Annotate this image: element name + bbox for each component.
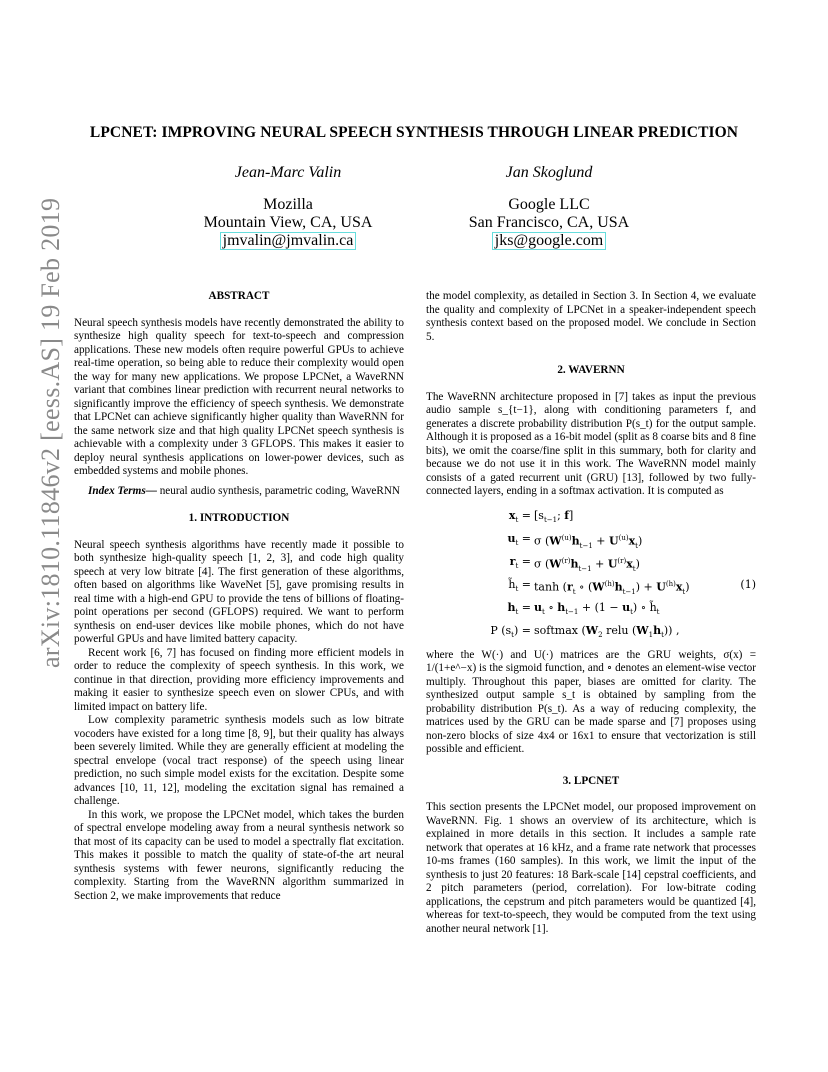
wavernn-paragraph-1: The WaveRNN architecture proposed in [7] takes as input the previous audio sample s_{t−1}, along with conditioning parameters f, and generates a discrete probability distribution P(s_t) for the output sample. Although it is proposed as a 16-bit model (split as 8 coarse bits and 8 fine bits), we omit the coarse/fine split in this summary, both for clarity and because we do not use it in this work. The WaveRNN model mainly consists of a gated recurrent unit (GRU) [13], followed by two fully-connected layers, ending in a softmax activation. It is computed as [426, 390, 756, 497]
paper-title: LPCNET: IMPROVING NEURAL SPEECH SYNTHESIS THROUGH LINEAR PREDICTION [89, 124, 739, 141]
author-location: Mountain View, CA, USA [203, 214, 373, 231]
author-block-2 [399, 164, 699, 250]
author-org: Google LLC [508, 196, 590, 213]
intro-paragraph-1: Neural speech synthesis algorithms have recently made it possible to both synthesize high-quality speech [1, 2, 3], and code high quality speech at very low bitrate [4]. The first generation of these algorithms, often based on algorithms like WaveNet [5], gave promising results in real time with a high-end GPU to provide the tens of billions of floating-point operations per second (GFLOPS) required. We want to perform synthesis on end-user devices like mobile phones, which do not have powerful GPUs and have limited battery capacity. [74, 538, 404, 645]
author-name: Jan Skoglund [505, 164, 593, 181]
author-org: Mozilla [263, 196, 313, 213]
section-heading-wavernn: 2. WAVERNN [557, 364, 625, 376]
abstract-text: Neural speech synthesis models have recently demonstrated the ability to synthesize high quality speech for text-to-speech and compression applications. These new models often require powerful GPUs to achieve real-time operation, so being able to reduce their complexity would open the way for many new applications. We propose LPCNet, a WaveRNN variant that combines linear prediction with recurrent neural networks to significantly improve the efficiency of speech synthesis. We demonstrate that LPCNet can achieve significantly higher quality than WaveRNN for the same network size and that high quality LPCNet speech synthesis is achievable with a complexity under 3 GFLOPS. This makes it easier to deploy neural synthesis applications on lower-power devices, such as embedded systems and mobile phones. [74, 316, 404, 477]
section-heading-lpcnet: 3. LPCNET [562, 774, 620, 787]
gru-equations: $x_t$ = [$s_{t-1}$; f] $u_t$ = σ $(W^{(u)}h_{t-1} + U^{(u)}x_t)$ $r_t$ = σ $(W^{(r)}h_{t-1} + U^{(r)}x_t)$ $h̃_t$ = $\tanh (r_t$ ∘ $(W^{(h)}h_{t-1}) + U^{(h)}x_t$) (1) $h_t$ = $u_t$ ∘ $h_{t-1} + (1 - u_t)$ ∘ $h̃_t$ P $(s_t)$ = softmax ($W_2$ relu $(W_1h_t)$) , [490, 508, 756, 639]
author-location: San Francisco, CA, USA [468, 214, 630, 231]
equation-number: (1) [740, 577, 756, 591]
lpcnet-paragraph-1: This section presents the LPCNet model, our proposed improvement on WaveRNN. Fig. 1 shows an overview of its architecture, which is explained in more details in this section. It includes a sample rate network that operates at 16 kHz, and a frame rate network that processes 10-ms frames (160 samples). In this work, we limit the input of the synthesis to just 20 features: 18 Bark-scale [14] cepstral coefficients, and 2 pitch parameters (period, correlation). For low-bitrate coding applications, the cepstrum and pitch parameters would be quantized [4], whereas for text-to-speech, they would be computed from the text using another neural network [1]. [426, 801, 756, 935]
index-terms-label: Index Terms— [88, 484, 157, 497]
arxiv-stamp: arXiv:1810.11846v2 [eess.AS] 19 Feb 2019 [36, 197, 65, 668]
index-terms [74, 485, 404, 499]
section-heading-introduction: 1. INTRODUCTION [188, 512, 290, 524]
wavernn-paragraph-2: where the W(·) and U(·) matrices are the GRU weights, σ(x) = 1/(1+e^−x) is the sigmoid function, and ∘ denotes an element-wise vector multiply. Throughout this paper, biases are omitted for clarity. The synthesized output sample s_t is obtained by sampling from the probability distribution P(s_t). As a way of reducing complexity, the matrices used by the GRU can be made sparse and [7] proposes using non-zero blocks of size 4x4 or 16x1 to ensure that vectorization is still possible and efficient. [426, 648, 756, 755]
abstract-heading: ABSTRACT [208, 290, 270, 302]
intro-paragraph-2: Recent work [6, 7] has focused on finding more efficient models in order to reduce the complexity of speech synthesis. In this work, we continue in that direction, providing more efficiency improvements and making it easier to synthesize speech even on slower CPUs, and with limited impact on battery life. [74, 646, 404, 713]
author-email-link[interactable]: jmvalin@jmvalin.ca [220, 232, 357, 250]
author-email-link[interactable]: jks@google.com [492, 232, 607, 250]
author-block-1 [138, 164, 438, 250]
intro-continuation: the model complexity, as detailed in Section 3. In Section 4, we evaluate the quality and complexity of LPCNet in a speaker-independent speech synthesis context based on the proposed model. We conclude in Section 5. [426, 290, 756, 343]
index-terms-text: neural audio synthesis, parametric coding, WaveRNN [156, 484, 400, 497]
intro-paragraph-3: Low complexity parametric synthesis models such as low bitrate vocoders have existed for a long time [8, 9], but their quality has always been severely limited. While they are generally efficient at modeling the spectral envelope (vocal tract response) of the speech using linear prediction, no such simple model exists for the excitation. Despite some advances [10, 11, 12], modeling the excitation signal has remained a challenge. [74, 714, 404, 807]
left-column [74, 290, 404, 903]
right-column [426, 290, 756, 936]
intro-paragraph-4: In this work, we propose the LPCNet model, which takes the burden of spectral envelope modeling away from a neural synthesis network so that most of its capacity can be used to model a spectrally flat excitation. This makes it possible to match the quality of state-of-the art neural synthesis systems with fewer neurons, significantly reducing the complexity. Starting from the WaveRNN algorithm summarized in Section 2, we make improvements that reduce [74, 808, 404, 902]
author-name: Jean-Marc Valin [234, 164, 342, 181]
